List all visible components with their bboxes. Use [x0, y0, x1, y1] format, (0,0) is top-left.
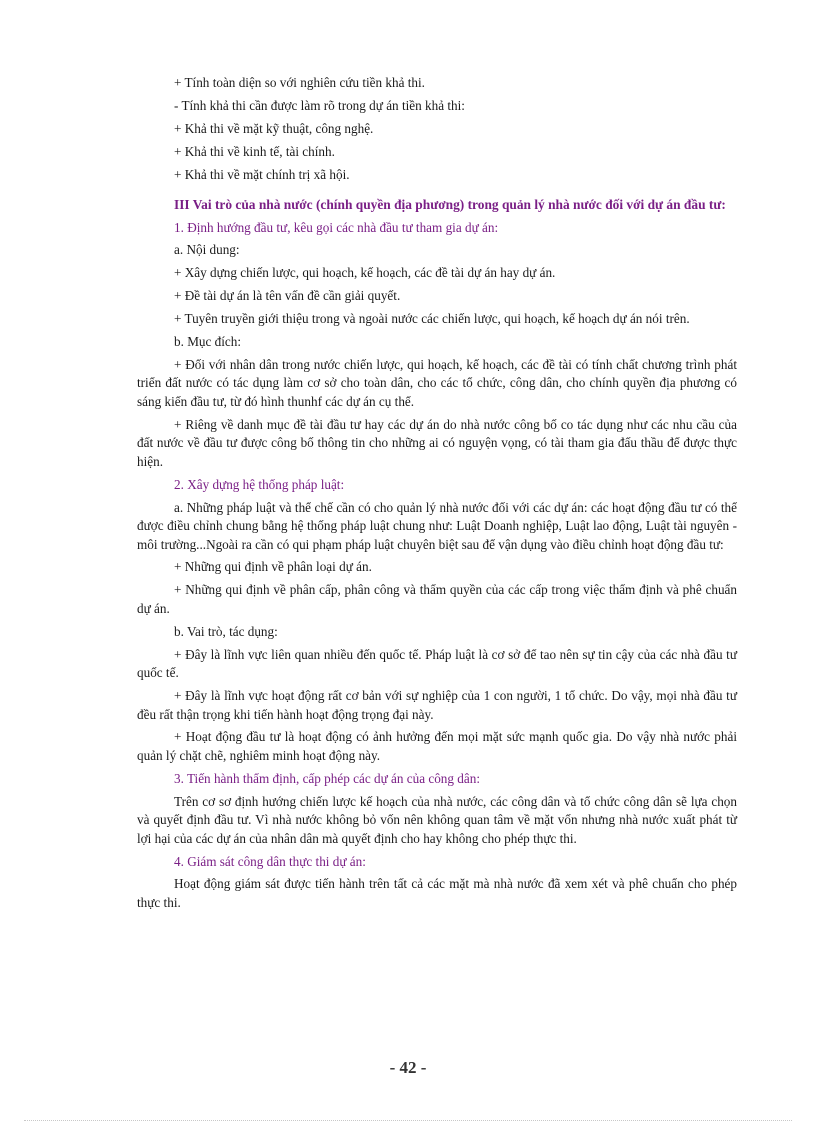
list-item: + Đây là lĩnh vực hoạt động rất cơ bản với sự nghiệp của 1 con người, 1 tổ chức. Do vậy, mọi nhà đầu tư đều rất thận trọng khi tiến hành hoạt động trọng đại này.	[137, 688, 737, 722]
list-item: + Khả thi về kinh tế, tài chính.	[174, 143, 335, 159]
list-item: - Tính khả thi cần được làm rõ trong dự án tiền khả thi:	[174, 97, 465, 113]
paragraph: b. Mục đích:	[174, 334, 242, 350]
list-item: + Những qui định về phân loại dự án.	[174, 559, 372, 575]
list-item: + Xây dựng chiến lược, qui hoạch, kế hoạch, các đề tài dự án hay dự án.	[174, 265, 556, 281]
list-item: + Những qui định về phân cấp, phân công và thẩm quyền của các cấp trong việc thẩm định và phê chuẩn dự án.	[137, 582, 737, 616]
list-item: + Tính toàn diện so với nghiên cứu tiền khả thi.	[174, 75, 425, 90]
subsection-heading: 4. Giám sát công dân thực thi dự án:	[174, 853, 366, 869]
paragraph: b. Vai trò, tác dụng:	[174, 623, 278, 639]
list-item: + Hoạt động đầu tư là hoạt động có ảnh hưởng đến mọi mặt sức mạnh quốc gia. Do vậy nhà nước phải quản lý chặt chẽ, nghiêm minh hoạt động này.	[137, 729, 737, 763]
list-item: + Đề tài dự án là tên vấn đề cần giải quyết.	[174, 288, 401, 304]
list-item: + Tuyên truyền giới thiệu trong và ngoài nước các chiến lược, qui hoạch, kế hoạch dự án nói trên.	[174, 311, 690, 327]
subsection-heading: 2. Xây dựng hệ thống pháp luật:	[174, 476, 345, 492]
page-bottom-divider	[24, 1120, 792, 1121]
section-heading: III Vai trò của nhà nước (chính quyền địa phương) trong quản lý nhà nước đối với dự án đầu tư:	[174, 197, 726, 213]
list-item: + Đây là lĩnh vực liên quan nhiều đến quốc tế. Pháp luật là cơ sở để tao nên sự tin cậy của các nhà đầu tư quốc tế.	[137, 646, 737, 681]
paragraph: Hoạt động giám sát được tiến hành trên tất cả các mặt mà nhà nước đã xem xét và phê chuẩn cho phép thực thi.	[137, 876, 737, 910]
list-item: + Khả thi về mặt kỹ thuật, công nghệ.	[174, 120, 374, 136]
page-body	[137, 74, 737, 917]
paragraph: a. Những pháp luật và thể chế cần có cho quản lý nhà nước đối với các dự án: các hoạt động đầu tư có thể được điều chỉnh chung bằng hệ thống pháp luật chung như: Luật Doanh nghiệp, Luật lao động, Luật tài nguyên - môi trường...Ngoài ra cần có qui phạm pháp luật chuyên biệt sau để vận dụng vào điều chỉnh hoạt động đầu tư:	[137, 499, 737, 552]
subsection-heading: 1. Định hướng đầu tư, kêu gọi các nhà đầu tư tham gia dự án:	[174, 219, 499, 235]
subsection-heading: 3. Tiến hành thẩm định, cấp phép các dự án của công dân:	[174, 770, 480, 786]
page-number: - 42 -	[389, 1058, 427, 1077]
list-item: + Riêng về danh mục đề tài đầu tư hay các dự án do nhà nước công bố co tác dụng như các nhu cầu của đất nước về đầu tư được công bố thông tin cho những ai có nguyện vọng, có tài tham gia đấu thầu để được thực hiện.	[137, 416, 737, 469]
list-item: + Khả thi về mặt chính trị xã hội.	[174, 166, 350, 182]
list-item: + Đối với nhân dân trong nước chiến lược, qui hoạch, kế hoạch, các đề tài có tính chất chương trình phát triển đất nước có tác dụng làm cơ sở cho toàn dân, cho các tổ chức, công dân, cho chính quyền địa phương có sáng kiến đầu tư, từ đó hình thunhf các dự án cụ thể.	[137, 356, 737, 409]
paragraph: a. Nội dung:	[174, 242, 240, 258]
paragraph: Trên cơ sơ định hướng chiến lược kế hoạch của nhà nước, các công dân và tổ chức công dân sẽ lựa chọn và quyết định đầu tư. Vì nhà nước không bỏ vốn nên không quan tâm về mặt vốn nhưng nhà nước xuất phát từ lợi hại của các dự án của nhân dân mà quyết định cho hay không cho phép thực thi.	[137, 793, 737, 846]
